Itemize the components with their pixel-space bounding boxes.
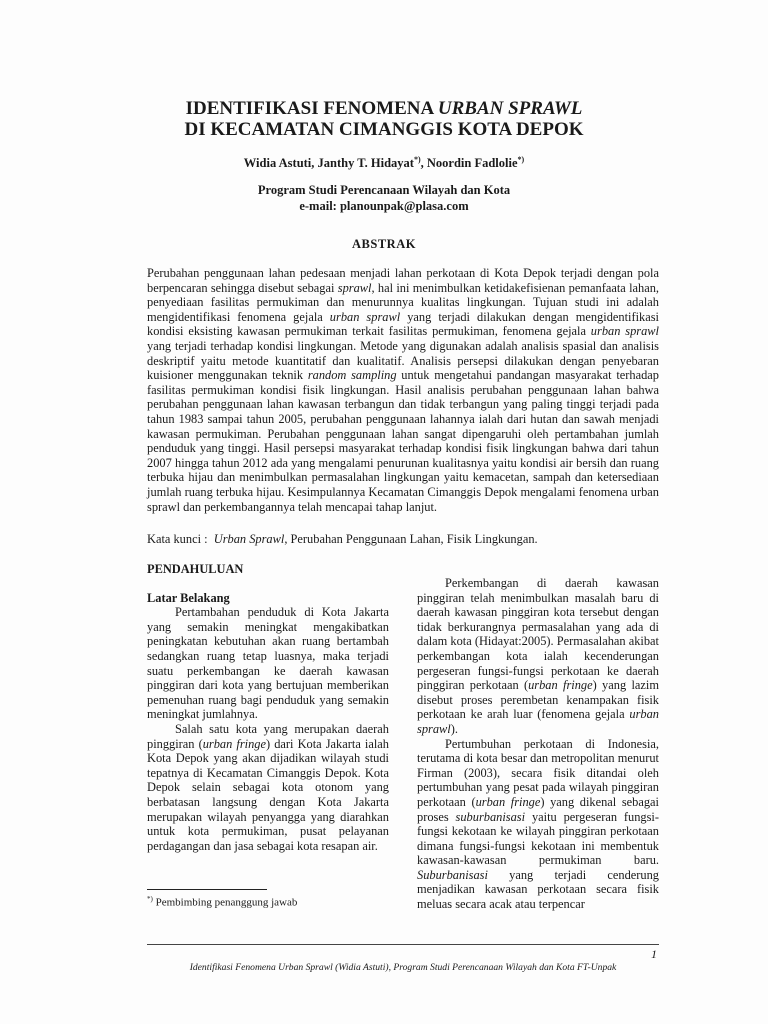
section-heading: PENDAHULUAN <box>147 562 244 576</box>
authors: Widia Astuti, Janthy T. Hidayat*), Noordin Fadlolie*) <box>243 155 525 171</box>
left-column <box>147 562 389 853</box>
subheading: Latar Belakang <box>147 590 230 605</box>
email: e-mail: planounpak@plasa.com <box>299 199 469 213</box>
paragraph: Pertumbuhan perkotaan di Indonesia, terutama di kota besar dan metropolitan menurut Firman (2003), secara fisik ditandai oleh pertumbuhan yang pesat pada wilayah pinggiran perkotaan (urban fringe) yang dikenal sebagai proses suburbanisasi yaitu pergeseran fungsi-fungsi kekotaan ke wilayah pinggiran perkotaan dimana fungsi-fungsi kekotaan ini membentuk kawasan-kawasan permukiman baru. Suburbanisasi yang terjadi cenderung menjadikan kawasan perkotaan secara fisik meluas secara acak atau terpencar <box>417 736 659 912</box>
footer-divider <box>147 944 659 945</box>
keywords: Kata kunci : Urban Sprawl, Perubahan Penggunaan Lahan, Fisik Lingkungan. <box>147 532 538 546</box>
right-column <box>417 576 659 912</box>
footnote-divider <box>147 889 267 890</box>
paragraph: Salah satu kota yang merupakan daerah pinggiran (urban fringe) dari Kota Jakarta ialah Kota Depok yang akan dijadikan wilayah studi tepatnya di Kecamatan Cimanggis Depok. Kota Depok selain sebagai kota otonom yang berbatasan langsung dengan Kota Jakarta merupakan wilayah penyangga yang diarahkan untuk kota permukiman, pusat pelayanan perdagangan dan jasa sebagai kota resapan air. <box>147 721 389 853</box>
paragraph: Perkembangan di daerah kawasan pinggiran telah menimbulkan masalah baru di daerah kawasan pinggiran kota tersebut dengan tidak berkurangnya permasalahan yang ada di dalam kota (Hidayat:2005). Permasalahan akibat perkembangan kota ialah kecenderungan pergeseran fungsi-fungsi perkotaan ke daerah pinggiran perkotaan (urban fringe) yang lazim disebut proses perembetan kenampakan fisik perkotaan ke arah luar (fenomena gejala urban sprawl). <box>417 576 659 736</box>
abstract-body: Perubahan penggunaan lahan pedesaan menjadi lahan perkotaan di Kota Depok terjadi dengan pola berpencaran sehingga disebut sebagai sprawl, hal ini menimbulkan ketidakefisienan pemanfaata lahan, penyediaan fasilitas permukiman dan menurunnya kualitas lingkungan. Tujuan studi ini adalah mengidentifikasi fenomena gejala urban sprawl yang terjadi dilakukan dengan mengidentifikasi kondisi eksisting kawasan permukiman terkait fasilitas permukiman, fenomena gejala urban sprawl yang terjadi terhadap kondisi lingkungan. Metode yang digunakan adalah analisis spasial dan analisis deskriptif yaitu metode kuantitatif dan kualitatif. Analisis persepsi dilakukan dengan penyebaran kuisioner menggunakan teknik random sampling untuk mengetahui pandangan masyarakat terhadap fasilitas permukiman kondisi fisik lingkungan. Hasil analisis perubahan penggunaan lahan bahwa perubahan penggunaan lahan kawasan terbangun dan tidak terbangun yang paling tinggi terjadi pada tahun 1983 sampai tahun 2005, perubahan penggunaan lahannya ialah dari hutan dan sawah menjadi kawasan permukiman. Perubahan penggunaan lahan sangat dipengaruhi oleh pertambahan jumlah penduduk yang tinggi. Hasil persepsi masyarakat terhadap kondisi fisik lingkungan bahwa dari tahun 2007 hingga tahun 2012 ada yang mengalami penurunan kualitasnya yaitu kondisi air bersih dan ruang terbuka hijau dan menimbulkan permasalahan lingkungan yaitu kemacetan, sampah dan ketersediaan jumlah ruang terbuka hijau. Kesimpulannya Kecamatan Cimanggis Depok mengalami fenomena urban sprawl dan perkembangannya telah mencapai tahap lanjut. <box>147 266 659 514</box>
author-mark: *) <box>413 155 421 164</box>
paper-title <box>0 98 768 140</box>
title-line-2: DI KECAMATAN CIMANGGIS KOTA DEPOK <box>184 119 584 140</box>
author-mark: *) <box>517 155 525 164</box>
abstract-heading: ABSTRAK <box>352 237 416 251</box>
title-line-1: IDENTIFIKASI FENOMENA URBAN SPRAWL <box>185 98 583 119</box>
running-footer: Identifikasi Fenomena Urban Sprawl (Widia Astuti), Program Studi Perencanaan Wilayah dan Kota FT-Unpak <box>189 962 617 973</box>
footnote: *) Pembimbing penanggung jawab <box>147 895 298 909</box>
paragraph: Pertambahan penduduk di Kota Jakarta yang semakin meningkat mengakibatkan peningkatan kebutuhan akan ruang bertambah sedangkan ruang tetap luasnya, maka terjadi suatu perkembangan ke daerah kawasan pinggiran dari kota yang bertujuan memberikan pemenuhan ruang bagi penduduk yang semakin meningkat jumlahnya. <box>147 605 389 722</box>
title-italic: URBAN SPRAWL <box>437 98 583 119</box>
affiliation: Program Studi Perencanaan Wilayah dan Kota <box>257 183 511 197</box>
page-number: 1 <box>651 947 657 961</box>
